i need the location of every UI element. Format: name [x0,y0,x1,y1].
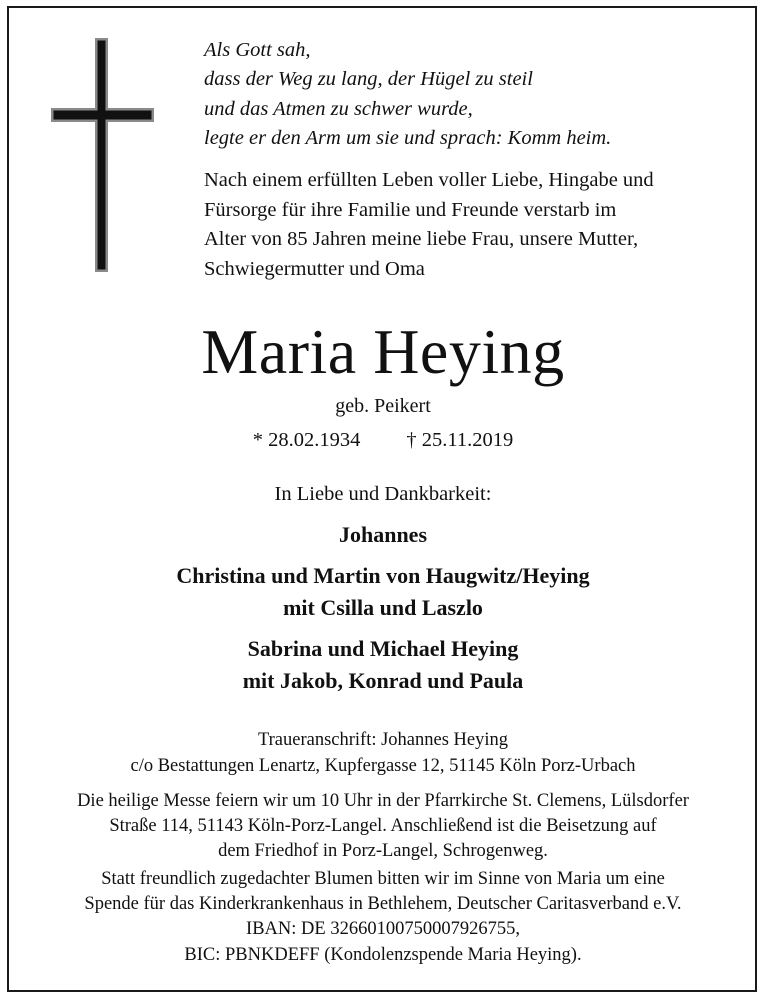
birth-date: * 28.02.1934 [252,429,361,451]
donation-line: Statt freundlich zugedachter Blumen bitten wir im Sinne von Maria um eine [101,869,665,889]
address-line: Traueranschrift: Johannes Heying [257,730,509,750]
intro-line: Nach einem erfüllten Leben voller Liebe, Hingabe und [204,169,654,191]
mourner-name: Johannes [338,522,428,547]
service-line: Die heilige Messe feiern wir um 10 Uhr in der Pfarrkirche St. Clemens, Lülsdorfer [77,791,689,811]
poem-line: dass der Weg zu lang, der Hügel zu steil [204,68,533,91]
address-line: c/o Bestattungen Lenartz, Kupfergasse 12, 51145 Köln Porz-Urbach [130,756,636,776]
donation-line: BIC: PBNKDEFF (Kondolenzspende Maria Heying). [184,945,582,965]
mourner-name: Christina und Martin von Haugwitz/Heying [176,563,590,588]
service-line: dem Friedhof in Porz-Langel, Schrogenweg. [218,841,548,861]
intro-line: Schwiegermutter und Oma [204,257,425,280]
mourner-name: mit Jakob, Konrad und Paula [242,668,524,693]
mourners-heading: In Liebe und Dankbarkeit: [274,483,492,505]
service-line: Straße 114, 51143 Köln-Porz-Langel. Anschließend ist die Beisetzung auf [109,816,657,836]
poem [204,36,611,153]
death-date: † 25.11.2019 [406,429,514,451]
donation-line: IBAN: DE 32660100750007926755, [246,919,520,939]
life-dates [0,427,766,453]
poem-line: Als Gott sah, [204,39,311,61]
intro-line: Fürsorge für ihre Familie und Freunde verstarb im [204,198,617,221]
intro-text [204,166,654,284]
maiden-name: geb. Peikert [335,395,431,417]
poem-line: und das Atmen zu schwer wurde, [204,97,473,120]
deceased-name: Maria Heying [201,316,565,387]
poem-line: legte er den Arm um sie und sprach: Komm heim. [204,126,612,149]
intro-line: Alter von 85 Jahren meine liebe Frau, unsere Mutter, [204,228,639,250]
donation-line: Spende für das Kinderkrankenhaus in Bethlehem, Deutscher Caritasverband e.V. [84,894,682,914]
mourner-name: mit Csilla und Laszlo [283,595,483,620]
mourner-name: Sabrina und Michael Heying [247,636,519,661]
